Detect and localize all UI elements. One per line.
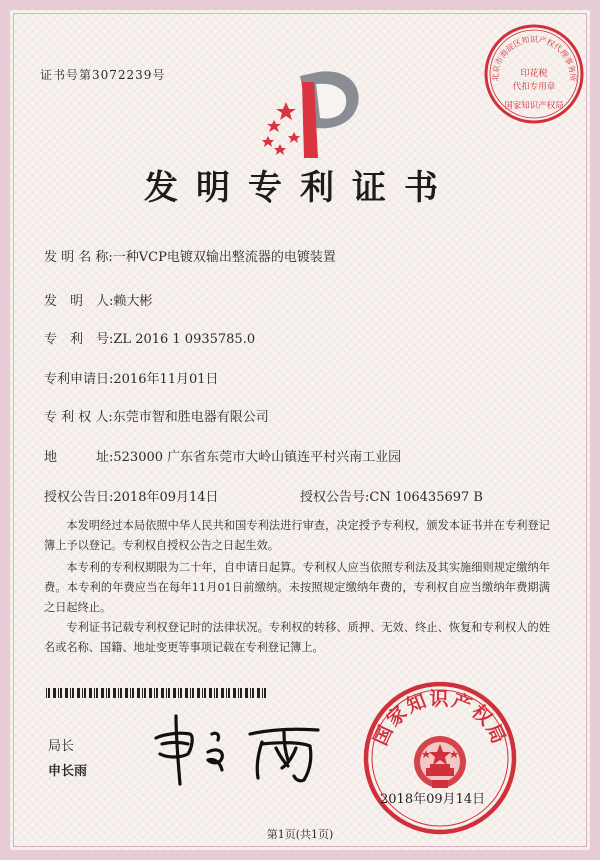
barcode-bar: [53, 688, 56, 698]
barcode-bar: [250, 688, 251, 698]
patent-office-seal: [362, 680, 518, 836]
invention-name: 一种VCP电镀双输出整流器的电镀装置: [112, 250, 336, 265]
barcode-bar: [166, 688, 167, 698]
barcode-bar: [77, 688, 80, 698]
barcode-bar: [60, 688, 62, 698]
barcode-bar: [190, 688, 191, 698]
paragraph-term-fees: 本专利的专利权期限为二十年，自申请日起算。专利权人应当依照专利法及其实施细则规定缴纳年费。本专利的年费应当在每年11月01日前缴纳。未按照规定缴纳年费的，专利权自应当缴纳年费期满之日起终止。: [44, 561, 550, 614]
barcode-bar: [118, 688, 119, 698]
invention-name-row: [44, 246, 336, 265]
barcode-bar: [202, 688, 203, 698]
barcode-bar: [178, 688, 179, 698]
barcode-bar: [197, 688, 200, 698]
barcode-bar: [173, 688, 176, 698]
seal-date: 2018年09月14日: [380, 792, 486, 807]
barcode-bar: [245, 688, 248, 698]
grant-number: CN 106435697 B: [369, 490, 483, 505]
barcode-bar: [125, 688, 128, 698]
barcode-bar: [240, 688, 242, 698]
svg-text:印花税: 印花税: [520, 69, 548, 79]
paragraph-legal-status: 专利证书记载专利权登记时的法律状况。专利权的转移、质押、无效、终止、恢复和专利权人的姓名或名称、国籍、地址变更等事项记载在专利登记簿上。: [44, 621, 550, 654]
address-label: 地 址:: [44, 450, 114, 465]
certificate-title: 发明专利证书: [144, 168, 456, 208]
inventor-row: [44, 290, 152, 309]
barcode-bar: [154, 688, 155, 698]
barcode-bar: [192, 688, 194, 698]
barcode-bar: [216, 688, 218, 698]
paragraph-examination: 本发明经过本局依照中华人民共和国专利法进行审查，决定授予专利权，颁发本证书并在专利登记簿上予以登记。专利权自授权公告之日起生效。: [44, 519, 550, 552]
barcode-bar: [89, 688, 92, 698]
barcode-bar: [204, 688, 206, 698]
patentee: 东莞市智和胜电器有限公司: [112, 410, 269, 425]
barcode: [46, 688, 268, 698]
inventor: 赖大彬: [113, 294, 153, 309]
barcode-bar: [58, 688, 59, 698]
barcode-bar: [257, 688, 260, 698]
barcode-bar: [226, 688, 227, 698]
grant-date-label: 授权公告日:: [44, 490, 114, 505]
barcode-bar: [238, 688, 239, 698]
barcode-bar: [180, 688, 182, 698]
barcode-bar: [132, 688, 134, 698]
filing-date: 2016年11月01日: [113, 372, 219, 387]
barcode-bar: [65, 688, 68, 698]
barcode-bar: [142, 688, 143, 698]
barcode-bar: [101, 688, 104, 698]
barcode-bar: [221, 688, 224, 698]
barcode-bar: [228, 688, 230, 698]
svg-text:北京市海淀区知识产权代理事务所: 北京市海淀区知识产权代理事务所: [490, 35, 578, 82]
grant-date-row: [44, 486, 219, 505]
barcode-bar: [156, 688, 158, 698]
address: 523000 广东省东莞市大岭山镇连平村兴南工业园: [113, 450, 402, 465]
filing-date-label: 专利申请日:: [44, 372, 114, 387]
grant-number-row: [300, 486, 483, 505]
inventor-label: 发 明 人:: [44, 294, 114, 309]
svg-text:国家知识产权局: 国家知识产权局: [369, 688, 511, 749]
patent-number: ZL 2016 1 0935785.0: [113, 332, 256, 347]
barcode-bar: [209, 688, 212, 698]
patent-office-logo: [258, 62, 368, 162]
patentee-label: 专 利 权 人:: [44, 410, 113, 425]
grant-number-label: 授权公告号:: [300, 490, 370, 505]
patentee-row: [44, 406, 269, 425]
barcode-bar: [108, 688, 110, 698]
tax-seal-stamp: [482, 22, 586, 126]
barcode-bar: [120, 688, 122, 698]
barcode-bar: [168, 688, 170, 698]
barcode-bar: [185, 688, 188, 698]
barcode-bar: [144, 688, 146, 698]
svg-text:国家知识产权局: 国家知识产权局: [504, 101, 564, 111]
barcode-bar: [252, 688, 254, 698]
barcode-bar: [214, 688, 215, 698]
director-title: 局长: [48, 739, 75, 754]
barcode-bar: [82, 688, 83, 698]
barcode-bar: [149, 688, 152, 698]
barcode-bar: [137, 688, 140, 698]
barcode-bar: [84, 688, 86, 698]
barcode-bar: [262, 688, 263, 698]
barcode-bar: [48, 688, 50, 698]
barcode-bar: [113, 688, 116, 698]
barcode-bar: [72, 688, 74, 698]
barcode-bar: [130, 688, 131, 698]
certificate-number: 证书号第3072239号: [40, 68, 166, 82]
barcode-bar: [70, 688, 71, 698]
barcode-bar: [161, 688, 164, 698]
director-name: 申长雨: [48, 764, 88, 779]
patent-number-row: [44, 328, 255, 347]
barcode-bar: [264, 688, 266, 698]
grant-date: 2018年09月14日: [113, 490, 219, 505]
filing-date-row: [44, 368, 219, 387]
national-emblem-icon: [414, 736, 466, 788]
barcode-bar: [96, 688, 98, 698]
invention-name-label: 发 明 名 称:: [44, 250, 113, 265]
patent-number-label: 专 利 号:: [44, 332, 114, 347]
svg-text:代扣专用章: 代扣专用章: [512, 82, 556, 92]
director-signature: [150, 708, 335, 788]
page-indicator: 第1页(共1页): [266, 828, 334, 841]
barcode-bar: [106, 688, 107, 698]
barcode-bar: [233, 688, 236, 698]
address-row: [44, 446, 401, 465]
barcode-bar: [46, 688, 47, 698]
barcode-bar: [94, 688, 95, 698]
